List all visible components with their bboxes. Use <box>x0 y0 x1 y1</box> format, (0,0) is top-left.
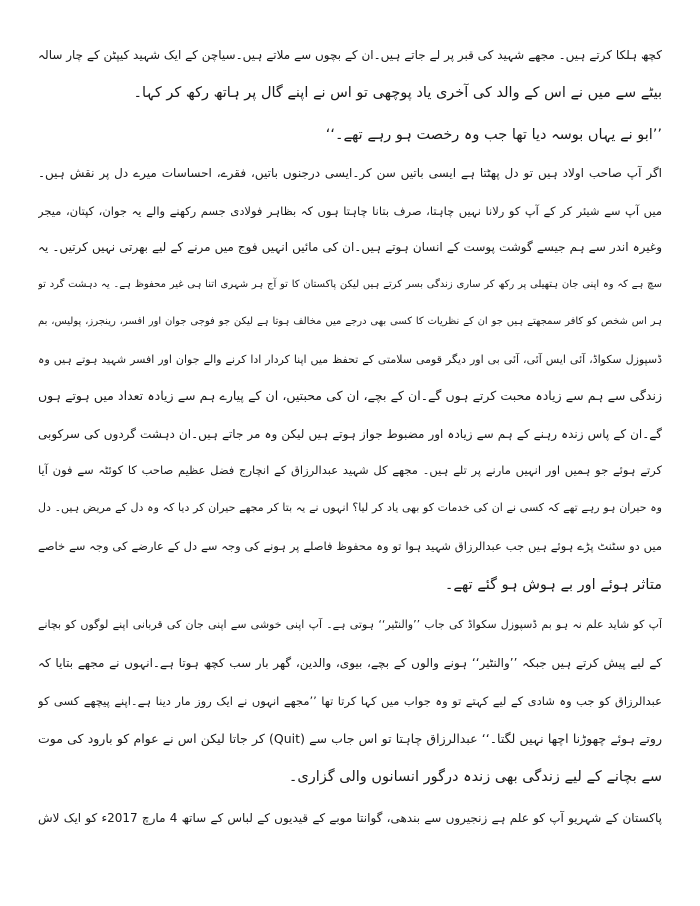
text-line: ڈسپوزل سکواڈ، آئی ایس آئی، آئی بی اور دیگر قومی سلامتی کے تحفظ میں اپنا کردار ادا کرنے والے جوان اور افسر شہید ہوتے ہیں وہ <box>38 353 662 366</box>
quote-line: ’’ابو نے یہاں بوسہ دیا تھا جب وہ رخصت ہو رہے تھے۔‘‘ <box>325 127 662 143</box>
text-line: زندگی سے ہم سے زیادہ محبت کرتے ہوں گے۔ان کے بچے، ان کی محبتیں، ان کے پیارے ہم سے زیادہ تعداد میں ہوتے ہوں <box>38 388 662 403</box>
text-line: کچھ ہلکا کرتے ہیں۔ مجھے شہید کی قبر پر لے جاتے ہیں۔ان کے بچوں سے ملاتے ہیں۔سیاچن کے ایک شہید کیپٹن کے چار سالہ <box>38 48 662 62</box>
text-line: گے۔ان کے پاس زندہ رہنے کے ہم سے زیادہ اور مضبوط جواز ہوتے ہیں لیکن وہ مر جاتے ہیں۔ان دہشت گردوں کی سرکوبی <box>38 427 662 441</box>
text-line: سچ ہے کہ وہ اپنی جان ہتھیلی پر رکھ کر ساری زندگی بسر کرتے ہیں لیکن پاکستان کا تو آج ہر شہری اتنا ہی غیر محفوظ ہے۔ یہ دہشت گرد تو <box>38 279 662 290</box>
text-line: ہر اس شخص کو کافر سمجھتے ہیں جو ان کے نظریات کا کسی بھی درجے میں مخالف ہوتا ہے لیکن جو فوجی جوان اور افسر، رینجرز، پولیس، بم <box>38 316 662 327</box>
text-line: بیٹے سے میں نے اس کے والد کی آخری یاد پوچھی تو اس نے اپنے گال پر ہاتھ رکھ کر کہا۔ <box>133 85 662 101</box>
text-line: میں آپ سے شیئر کر کے آپ کو رلانا نہیں چاہتا، صرف بتانا چاہتا ہوں کہ بظاہر فولادی جسم رکھنے والے یہ جوان، کپتان، میجر <box>38 204 662 218</box>
text-line: آپ کو شاید علم نہ ہو بم ڈسپوزل سکواڈ کی جاب ’’والنٹیر‘‘ ہوتی ہے۔ آپ اپنی خوشی سے اپنی جان کی قربانی اپنے لوگوں کو بچانے <box>38 618 662 631</box>
text-line: کے لیے پیش کرتے ہیں جبکہ ’’والنٹیر‘‘ ہونے والوں کے بچے، بیوی، والدین، گھر بار سب کچھ ہوتا ہے۔انہوں نے مجھے بتایا کہ <box>38 656 662 670</box>
text-line: وہ حیران ہو رہے تھے کہ کسی نے ان کی خدمات کو بھی یاد کر لیا؟ انہوں نے یہ بتا کر مجھے حیران کر دیا کہ وہ دل کے مریض ہیں۔ دل <box>38 501 662 514</box>
text-line: عبدالرزاق کو جب وہ شادی کے لیے کہتے تو وہ جواب میں کہا کرتا تھا ’’مجھے انہوں نے ایک روز مار دینا ہے۔اپنے پیچھے کسی کو <box>38 694 662 708</box>
text-line: پاکستان کے شہریو آپ کو علم ہے زنجیروں سے بندھی، گوانتا موبے کے قیدیوں کے لباس کے ساتھ 4 مارچ 2017ء کو ایک لاش <box>38 811 662 825</box>
text-line: متاثر ہوئے اور بے ہوش ہو گئے تھے۔ <box>444 577 662 593</box>
text-line: روتے ہوئے چھوڑنا اچھا نہیں لگتا۔‘‘ عبدالرزاق چاہتا تو اس جاب سے (Quit) کر جاتا لیکن اس نے عوام کو بارود کی موت <box>38 731 662 746</box>
text-line: سے بچانے کے لیے زندگی بھی زندہ درگور انسانوں والی گزاری۔ <box>288 769 662 785</box>
text-line: کرتے ہوئے جو ہمیں اور انہیں مارنے پر تلے ہیں۔ مجھے کل شہید عبدالرزاق کے انچارج فضل عظیم صاحب کا کوئٹہ سے فون آیا <box>38 463 662 477</box>
text-line: اگر آپ صاحب اولاد ہیں تو دل پھٹتا ہے ایسی باتیں سن کر۔ایسی درجنوں باتیں، فقرے، احساسات میرے دل پر نقش ہیں۔ <box>38 166 662 180</box>
text-line: میں دو سٹنٹ پڑے ہوئے ہیں جب عبدالرزاق شہید ہوا تو وہ محفوظ فاصلے پر ہونے کی وجہ سے دل کے عارضے کی وجہ سے خاصے <box>38 539 662 553</box>
text-line: وغیرہ اندر سے ہم جیسے گوشت پوست کے انسان ہوتے ہیں۔ان کی مائیں انہیں فوج میں مرنے کے لیے بھرتی نہیں کرتیں۔ یہ <box>38 240 662 254</box>
